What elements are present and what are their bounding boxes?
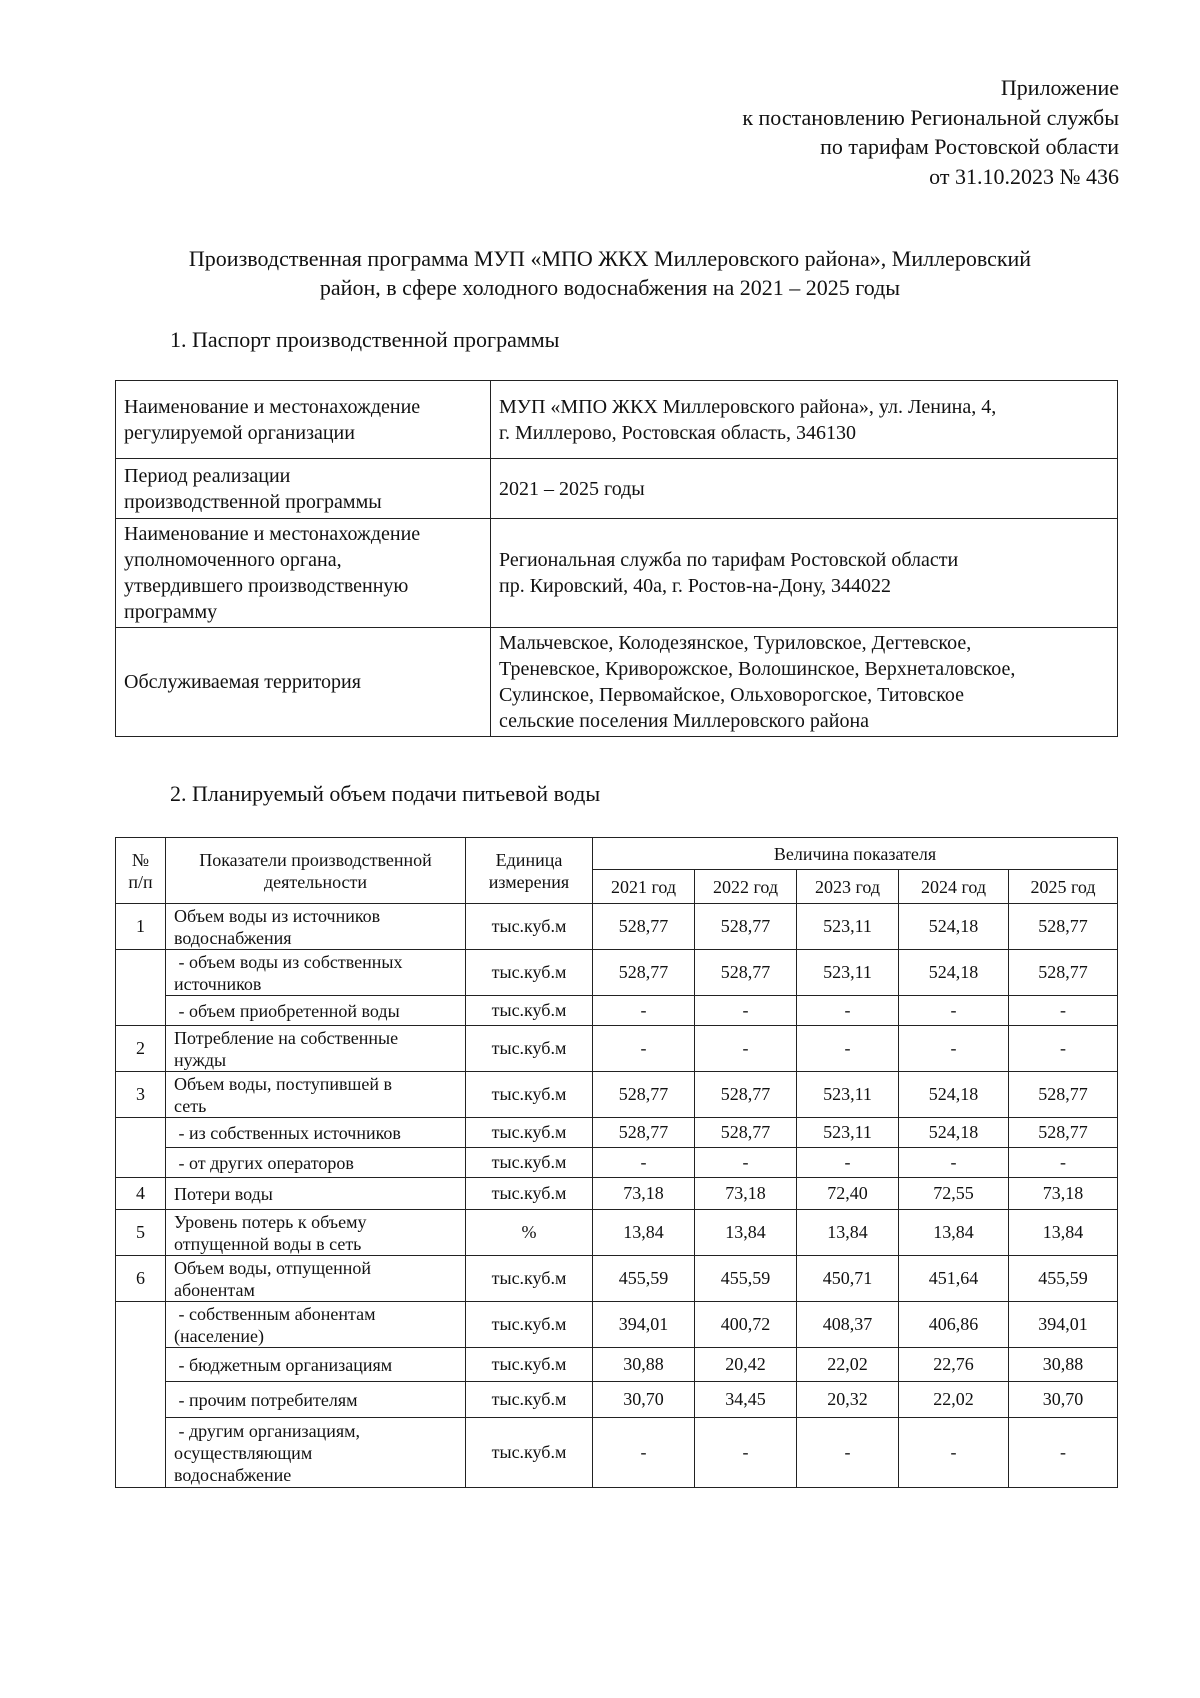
indicator-line: Потери воды bbox=[174, 1183, 273, 1204]
value-cell: 455,59 bbox=[593, 1256, 695, 1302]
unit-cell: % bbox=[466, 1210, 593, 1256]
passport-label: Период реализации производственной программы bbox=[116, 459, 491, 519]
indicator-line: абонентам bbox=[174, 1279, 255, 1300]
value-cell: 523,11 bbox=[797, 1072, 899, 1118]
passport-row bbox=[116, 459, 1118, 519]
unit-cell: тыс.куб.м bbox=[466, 1118, 593, 1148]
row-number: 3 bbox=[116, 1072, 166, 1118]
value-cell: 528,77 bbox=[593, 904, 695, 950]
indicator-cell bbox=[166, 904, 466, 950]
value-cell: 400,72 bbox=[695, 1302, 797, 1348]
value-cell: 13,84 bbox=[1009, 1210, 1118, 1256]
value-cell: - bbox=[593, 996, 695, 1026]
unit-cell: тыс.куб.м bbox=[466, 1026, 593, 1072]
value-cell: - bbox=[1009, 996, 1118, 1026]
unit-cell: тыс.куб.м bbox=[466, 996, 593, 1026]
unit-cell: тыс.куб.м bbox=[466, 950, 593, 996]
indicator-line: водоснабжение bbox=[174, 1464, 292, 1485]
value-cell: 394,01 bbox=[1009, 1302, 1118, 1348]
value-cell: - bbox=[1009, 1026, 1118, 1072]
value-cell: 22,02 bbox=[797, 1348, 899, 1382]
title-line: район, в сфере холодного водоснабжения на 2021 – 2025 годы bbox=[319, 275, 901, 300]
table-row bbox=[116, 996, 1118, 1026]
row-number: 1 bbox=[116, 904, 166, 950]
row-number bbox=[116, 950, 166, 1026]
passport-value: МУП «МПО ЖКХ Миллеровского района», ул. Ленина, 4, г. Миллерово, Ростовская область, 346130 bbox=[491, 381, 1118, 459]
unit-cell: тыс.куб.м bbox=[466, 1418, 593, 1488]
value-cell: - bbox=[797, 1026, 899, 1072]
value-cell: 455,59 bbox=[1009, 1256, 1118, 1302]
row-number bbox=[116, 1118, 166, 1178]
unit-cell: тыс.куб.м bbox=[466, 1072, 593, 1118]
appendix-line: к постановлению Региональной службы bbox=[742, 104, 1119, 130]
indicator-line: - прочим потребителям bbox=[174, 1389, 358, 1410]
value-cell: 22,76 bbox=[899, 1348, 1009, 1382]
header-indicator: Показатели производственной деятельности bbox=[166, 838, 466, 904]
table-row bbox=[116, 1148, 1118, 1178]
value-cell: 528,77 bbox=[593, 1118, 695, 1148]
row-number: 2 bbox=[116, 1026, 166, 1072]
header-year: 2025 год bbox=[1009, 870, 1118, 904]
value-cell: 30,70 bbox=[593, 1382, 695, 1418]
value-cell: 73,18 bbox=[1009, 1178, 1118, 1210]
value-cell: 20,32 bbox=[797, 1382, 899, 1418]
indicator-cell bbox=[166, 1118, 466, 1148]
value-cell: 13,84 bbox=[899, 1210, 1009, 1256]
value-cell: 528,77 bbox=[695, 1072, 797, 1118]
value-cell: 34,45 bbox=[695, 1382, 797, 1418]
value-cell: - bbox=[797, 996, 899, 1026]
section-2-heading: 2. Планируемый объем подачи питьевой воды bbox=[170, 781, 601, 806]
indicator-cell bbox=[166, 1302, 466, 1348]
indicator-line: Объем воды, отпущенной bbox=[174, 1257, 372, 1278]
passport-row bbox=[116, 628, 1118, 737]
table-row bbox=[116, 1210, 1118, 1256]
indicator-line: Уровень потерь к объему bbox=[174, 1211, 367, 1232]
appendix-line: от 31.10.2023 № 436 bbox=[929, 163, 1119, 189]
value-cell: - bbox=[899, 1026, 1009, 1072]
section-1-heading: 1. Паспорт производственной программы bbox=[170, 327, 560, 352]
indicator-cell bbox=[166, 1348, 466, 1382]
header-value-group: Величина показателя bbox=[593, 838, 1118, 870]
value-cell: - bbox=[899, 996, 1009, 1026]
value-cell: 528,77 bbox=[593, 950, 695, 996]
passport-value: Мальчевское, Колодезянское, Туриловское, Дегтевское, Треневское, Криворожское, Волошинское, Верхнеталовское, Сулинское, Первомайское, Ольховорогское, Титовское сельские поселения Миллеровского района bbox=[491, 628, 1118, 737]
header-year: 2024 год bbox=[899, 870, 1009, 904]
indicator-cell bbox=[166, 1072, 466, 1118]
value-cell: - bbox=[695, 1026, 797, 1072]
passport-table bbox=[115, 380, 1118, 737]
value-cell: 406,86 bbox=[899, 1302, 1009, 1348]
indicator-line: осуществляющим bbox=[174, 1442, 313, 1463]
value-cell: 394,01 bbox=[593, 1302, 695, 1348]
unit-cell: тыс.куб.м bbox=[466, 1302, 593, 1348]
indicator-line: сеть bbox=[174, 1095, 207, 1116]
row-number: 6 bbox=[116, 1256, 166, 1302]
indicator-line: (население) bbox=[174, 1325, 265, 1346]
header-unit: Единица измерения bbox=[466, 838, 593, 904]
value-cell: - bbox=[695, 996, 797, 1026]
value-cell: 72,55 bbox=[899, 1178, 1009, 1210]
unit-cell: тыс.куб.м bbox=[466, 1256, 593, 1302]
value-cell: 528,77 bbox=[593, 1072, 695, 1118]
value-cell: 72,40 bbox=[797, 1178, 899, 1210]
water-supply-table bbox=[115, 837, 1118, 1488]
unit-cell: тыс.куб.м bbox=[466, 1148, 593, 1178]
header-year: 2021 год bbox=[593, 870, 695, 904]
table-row bbox=[116, 950, 1118, 996]
indicator-line: - от других операторов bbox=[174, 1152, 354, 1173]
unit-cell: тыс.куб.м bbox=[466, 1382, 593, 1418]
passport-label: Наименование и местонахождение регулируемой организации bbox=[116, 381, 491, 459]
value-cell: - bbox=[593, 1418, 695, 1488]
table-row bbox=[116, 1178, 1118, 1210]
value-cell: 524,18 bbox=[899, 950, 1009, 996]
header-num: № п/п bbox=[116, 838, 166, 904]
value-cell: 523,11 bbox=[797, 950, 899, 996]
row-number: 5 bbox=[116, 1210, 166, 1256]
value-cell: 30,88 bbox=[1009, 1348, 1118, 1382]
value-cell: 408,37 bbox=[797, 1302, 899, 1348]
value-cell: 13,84 bbox=[593, 1210, 695, 1256]
passport-label: Обслуживаемая территория bbox=[116, 628, 491, 737]
table-row bbox=[116, 1256, 1118, 1302]
indicator-cell bbox=[166, 950, 466, 996]
value-cell: - bbox=[899, 1418, 1009, 1488]
passport-value: Региональная служба по тарифам Ростовской области пр. Кировский, 40а, г. Ростов-на-Дону, 344022 bbox=[491, 519, 1118, 628]
indicator-line: - собственным абонентам bbox=[174, 1303, 376, 1324]
table-row bbox=[116, 1026, 1118, 1072]
value-cell: 528,77 bbox=[695, 1118, 797, 1148]
indicator-cell bbox=[166, 1382, 466, 1418]
header-year: 2023 год bbox=[797, 870, 899, 904]
value-cell: - bbox=[797, 1418, 899, 1488]
indicator-line: - объем приобретенной воды bbox=[174, 1000, 400, 1021]
unit-cell: тыс.куб.м bbox=[466, 904, 593, 950]
value-cell: 455,59 bbox=[695, 1256, 797, 1302]
table-row bbox=[116, 904, 1118, 950]
passport-value: 2021 – 2025 годы bbox=[491, 459, 1118, 519]
indicator-line: нужды bbox=[174, 1049, 227, 1070]
indicator-line: отпущенной воды в сеть bbox=[174, 1233, 362, 1254]
header-year: 2022 год bbox=[695, 870, 797, 904]
unit-cell: тыс.куб.м bbox=[466, 1348, 593, 1382]
appendix-line: по тарифам Ростовской области bbox=[820, 134, 1119, 159]
table-row bbox=[116, 1072, 1118, 1118]
row-number bbox=[116, 1302, 166, 1488]
value-cell: 13,84 bbox=[695, 1210, 797, 1256]
table-row bbox=[116, 1418, 1118, 1488]
header-row bbox=[116, 838, 1118, 870]
value-cell: - bbox=[593, 1026, 695, 1072]
indicator-cell bbox=[166, 996, 466, 1026]
value-cell: 528,77 bbox=[1009, 904, 1118, 950]
passport-row bbox=[116, 519, 1118, 628]
title-line: Производственная программа МУП «МПО ЖКХ Миллеровского района», Миллеровский bbox=[188, 246, 1032, 271]
indicator-line: - из собственных источников bbox=[174, 1122, 401, 1143]
value-cell: 30,88 bbox=[593, 1348, 695, 1382]
value-cell: - bbox=[593, 1148, 695, 1178]
value-cell: 73,18 bbox=[695, 1178, 797, 1210]
indicator-cell bbox=[166, 1148, 466, 1178]
indicator-line: - другим организациям, bbox=[174, 1420, 360, 1441]
table-row bbox=[116, 1118, 1118, 1148]
value-cell: - bbox=[1009, 1148, 1118, 1178]
value-cell: 73,18 bbox=[593, 1178, 695, 1210]
value-cell: 30,70 bbox=[1009, 1382, 1118, 1418]
value-cell: 524,18 bbox=[899, 904, 1009, 950]
value-cell: - bbox=[695, 1418, 797, 1488]
indicator-cell bbox=[166, 1178, 466, 1210]
value-cell: 20,42 bbox=[695, 1348, 797, 1382]
indicator-line: источников bbox=[174, 973, 262, 994]
value-cell: 22,02 bbox=[899, 1382, 1009, 1418]
indicator-line: - бюджетным организациям bbox=[174, 1354, 393, 1375]
table-row bbox=[116, 1302, 1118, 1348]
appendix-line: Приложение bbox=[1000, 75, 1119, 100]
value-cell: 451,64 bbox=[899, 1256, 1009, 1302]
indicator-line: - объем воды из собственных bbox=[174, 951, 403, 972]
indicator-cell bbox=[166, 1210, 466, 1256]
unit-cell: тыс.куб.м bbox=[466, 1178, 593, 1210]
value-cell: 524,18 bbox=[899, 1118, 1009, 1148]
indicator-cell bbox=[166, 1256, 466, 1302]
value-cell: 528,77 bbox=[695, 904, 797, 950]
document-title bbox=[100, 244, 1120, 302]
value-cell: 528,77 bbox=[1009, 1118, 1118, 1148]
value-cell: - bbox=[797, 1148, 899, 1178]
value-cell: 528,77 bbox=[1009, 1072, 1118, 1118]
passport-row bbox=[116, 381, 1118, 459]
row-number: 4 bbox=[116, 1178, 166, 1210]
indicator-line: водоснабжения bbox=[174, 927, 292, 948]
value-cell: 450,71 bbox=[797, 1256, 899, 1302]
table-row bbox=[116, 1348, 1118, 1382]
value-cell: 13,84 bbox=[797, 1210, 899, 1256]
value-cell: 524,18 bbox=[899, 1072, 1009, 1118]
value-cell: 523,11 bbox=[797, 1118, 899, 1148]
indicator-line: Потребление на собственные bbox=[174, 1027, 399, 1048]
table-row bbox=[116, 1382, 1118, 1418]
value-cell: - bbox=[899, 1148, 1009, 1178]
indicator-cell bbox=[166, 1418, 466, 1488]
indicator-line: Объем воды из источников bbox=[174, 905, 381, 926]
value-cell: 523,11 bbox=[797, 904, 899, 950]
value-cell: - bbox=[695, 1148, 797, 1178]
value-cell: 528,77 bbox=[695, 950, 797, 996]
value-cell: - bbox=[1009, 1418, 1118, 1488]
indicator-cell bbox=[166, 1026, 466, 1072]
indicator-line: Объем воды, поступившей в bbox=[174, 1073, 392, 1094]
passport-label: Наименование и местонахождение уполномоченного органа, утвердившего производственную программу bbox=[116, 519, 491, 628]
appendix-block bbox=[742, 73, 1119, 191]
value-cell: 528,77 bbox=[1009, 950, 1118, 996]
